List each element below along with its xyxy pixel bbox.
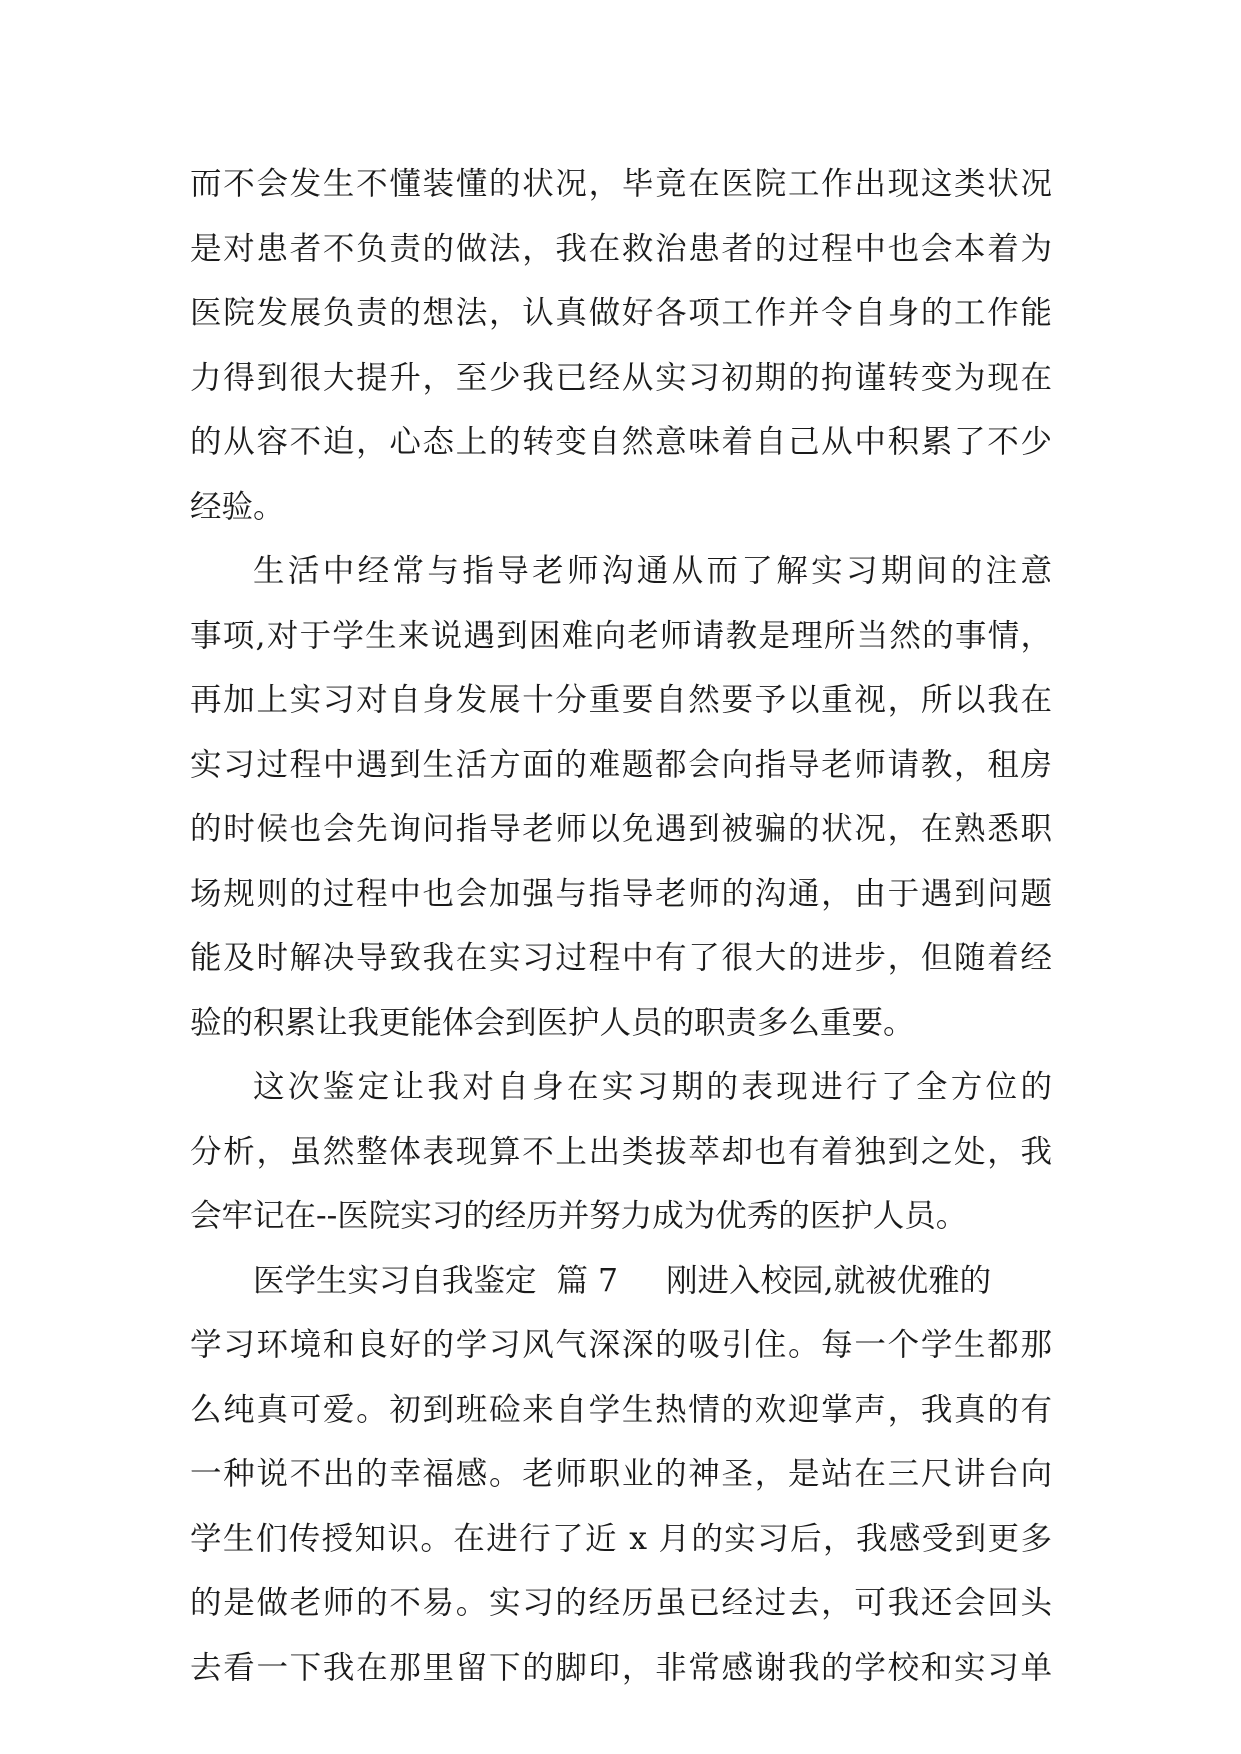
paragraph-1-line-4: 力得到很大提升，至少我已经从实习初期的拘谨转变为现在 (190, 359, 1052, 396)
paragraph-3-line-2: 分析，虽然整体表现算不上出类拔萃却也有着独到之处，我 (190, 1133, 1052, 1170)
paragraph-2-line-1: 生活中经常与指导老师沟通从而了解实习期间的注意 (253, 553, 1052, 589)
paragraph-4-line-1 (190, 1249, 1052, 1314)
paragraph-2-line-7: 能及时解决导致我在实习过程中有了很大的进步，但随着经 (190, 940, 1052, 976)
paragraph-1-line-6: 经验。 (190, 488, 285, 525)
section-heading: 医学生实习自我鉴定 篇 7 (253, 1262, 619, 1299)
paragraph-2-line-2: 事项,对于学生来说遇到困难向老师请教是理所当然的事情， (190, 617, 1052, 654)
document-body (190, 152, 1052, 1700)
paragraph-2-line-4: 实习过程中遇到生活方面的难题都会向指导老师请教，租房 (190, 746, 1052, 783)
paragraph-4-line-3: 么纯真可爱。初到班硷来自学生热情的欢迎掌声，我真的有 (190, 1391, 1052, 1428)
paragraph-1-line-2: 是对患者不负责的做法，我在救治患者的过程中也会本着为 (190, 230, 1052, 267)
paragraph-4-line-1-text: 刚进入校园,就被优雅的 (666, 1262, 992, 1299)
paragraph-2-line-8: 验的积累让我更能体会到医护人员的职责多么重要。 (190, 1004, 915, 1041)
paragraph-2-line-3: 再加上实习对自身发展十分重要自然要予以重视，所以我在 (190, 682, 1052, 718)
paragraph-3-line-3: 会牢记在--医院实习的经历并努力成为优秀的医护人员。 (190, 1198, 968, 1234)
paragraph-1-line-5: 的从容不迫，心态上的转变自然意味着自己从中积累了不少 (190, 424, 1052, 460)
paragraph-1-line-3: 医院发展负责的想法，认真做好各项工作并令自身的工作能 (190, 295, 1052, 331)
paragraph-2-line-5: 的时候也会先询问指导老师以免遇到被骗的状况，在熟悉职 (190, 811, 1052, 847)
paragraph-4-line-4: 一种说不出的幸福感。老师职业的神圣，是站在三尺讲台向 (190, 1456, 1052, 1492)
paragraph-2-line-6: 场规则的过程中也会加强与指导老师的沟通，由于遇到问题 (190, 875, 1052, 912)
paragraph-1-line-1: 而不会发生不懂装懂的状况，毕竟在医院工作出现这类状况 (190, 166, 1052, 202)
paragraph-4-line-2: 学习环境和良好的学习风气深深的吸引住。每一个学生都那 (190, 1327, 1052, 1363)
paragraph-3-line-1: 这次鉴定让我对自身在实习期的表现进行了全方位的 (253, 1069, 1052, 1105)
paragraph-4-line-6: 的是做老师的不易。实习的经历虽已经过去，可我还会回头 (190, 1585, 1052, 1621)
paragraph-4-line-5: 学生们传授知识。在进行了近 x 月的实习后，我感受到更多 (190, 1520, 1052, 1557)
paragraph-4-line-7: 去看一下我在那里留下的脚印，非常感谢我的学校和实习单 (190, 1649, 1052, 1686)
